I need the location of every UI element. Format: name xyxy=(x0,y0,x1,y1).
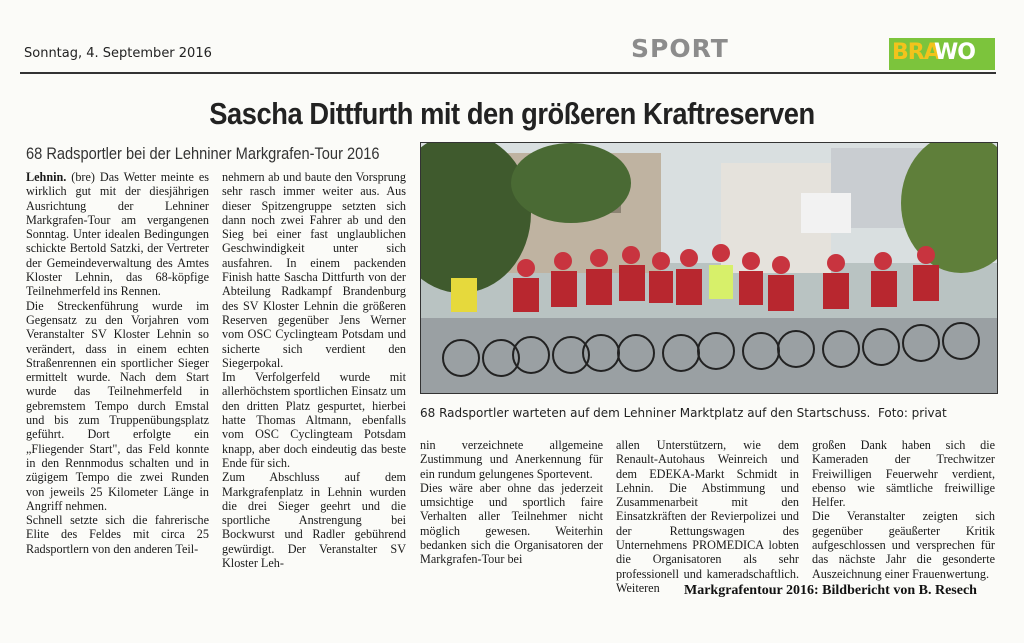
article-headline: Sascha Dittfurth mit den größeren Kraftreserven xyxy=(209,96,815,131)
article-photo xyxy=(420,142,998,394)
brand-logo-part1: BRA xyxy=(892,40,940,65)
page-header xyxy=(24,34,996,72)
cyclists-photo-image xyxy=(421,143,997,393)
article-column-3: nin verzeichnete allgemeine Zustimmung und Anerkennung für ein rundum gelungenes Sportevent. Dies wäre aber ohne das jederzeit umsichtige und sportlich faire Verhalten aller Teilnehmer nicht möglich gewesen. Weiterhin bedanken sich die Organisatoren der Markgrafen-Tour bei xyxy=(420,438,603,567)
photo-caption xyxy=(420,406,996,420)
article-column-1 xyxy=(26,170,209,590)
article-column-5: großen Dank haben sich die Kameraden der Trechwitzer Freiwilligen Feuerwehr verdient, ebenso wie sämtliche freiwillige Helfer. Die Veranstalter zeigten sich gegenüber geäußerter Kritik aufgeschlossen und versprechen für das nächste Jahr die gesonderte Auszeichnung einer Frauenwertung. xyxy=(812,438,995,581)
dateline: Lehnin. xyxy=(26,170,67,184)
column-1-text: (bre) Das Wetter meinte es wirklich gut mit der diesjährigen Ausrichtung der Lehniner Markgrafen-Tour am vergangenen Sonntag. Unter idealen Bedingungen schickte Bertold Satzki, der Vertreter der Gemeindeverwaltung des Amtes Kloster Lehnin, das 68-köpfige Teilnehmerfeld ins Rennen. Die Streckenführung wurde im Gegensatz zu den Vorjahren vom Veranstalter SV Kloster Lehnin so verändert, dass in einem echten Straßenrennen ein sportlicher Sieger ermittelt wurde. Nach dem Start wurde das Teilnehmerfeld in gebremstem Tempo durch Emstal und bis zum Truppenübungsplatz geführt. Dort erfolgte ein „Fliegender Start", das Feld konnte in den Rennmodus schalten und in zügigem Tempo die zwei Runden von jeweils 25 Kilometer Länge in Angriff nehmen. Schnell setzte sich die fahrerische Elite des Feldes mit circa 25 Radsportlern von den anderen Teil- xyxy=(26,170,209,556)
article-column-4: allen Unterstützern, wie dem Renault-Autohaus Weinreich und dem EDEKA-Markt Schmidt in Lehnin. Die Abstimmung und Zusammenarbeit mit den Einsatzkräften der Revierpolizei und der Rettungswagen des Unternehmens PROMEDICA lobten die Organisatoren als sehr professionell und kameradschaftlich. Weiteren xyxy=(616,438,799,595)
footer-credit: Markgrafentour 2016: Bildbericht von B. Resech xyxy=(684,583,977,598)
brand-logo-part2: WO xyxy=(934,40,975,65)
brand-logo xyxy=(889,38,995,70)
photo-credit: Foto: privat xyxy=(877,406,947,420)
issue-date: Sonntag, 4. September 2016 xyxy=(24,46,212,61)
section-title: SPORT xyxy=(631,34,729,63)
article-subheadline: 68 Radsportler bei der Lehniner Markgrafen-Tour 2016 xyxy=(26,144,380,163)
photo-caption-text: 68 Radsportler warteten auf dem Lehniner Marktplatz auf den Startschuss. xyxy=(420,406,871,420)
article-column-2: nehmern ab und baute den Vorsprung sehr rasch immer weiter aus. Aus dieser Spitzengruppe setzten sich dann noch zwei Fahrer ab und den Sieg bei einer fast unglaublichen Geschwindigkeit unter sich ausfahren. In einem packenden Finish hatte Sascha Dittfurth von der Abteilung Radkampf Brandenburg des SV Kloster Lehnin die größeren Reserven gegenüber Jens Werner vom OSC Cyclingteam Potsdam und sicherte sich verdient den Siegerpokal. Im Verfolgerfeld wurde mit allerhöchstem sportlichen Einsatz um den dritten Platz gespurtet, hierbei hatte Thomas Altmann, ebenfalls vom OSC Cyclingteam Potsdam knapp, aber doch eindeutig das beste Ende für sich. Zum Abschluss auf dem Markgrafenplatz in Lehnin wurden die drei Sieger geehrt und die sportliche Anstrengung bei Bockwurst und Radler gebührend gewürdigt. Der Veranstalter SV Kloster Leh- xyxy=(222,170,406,571)
header-divider xyxy=(20,72,996,74)
